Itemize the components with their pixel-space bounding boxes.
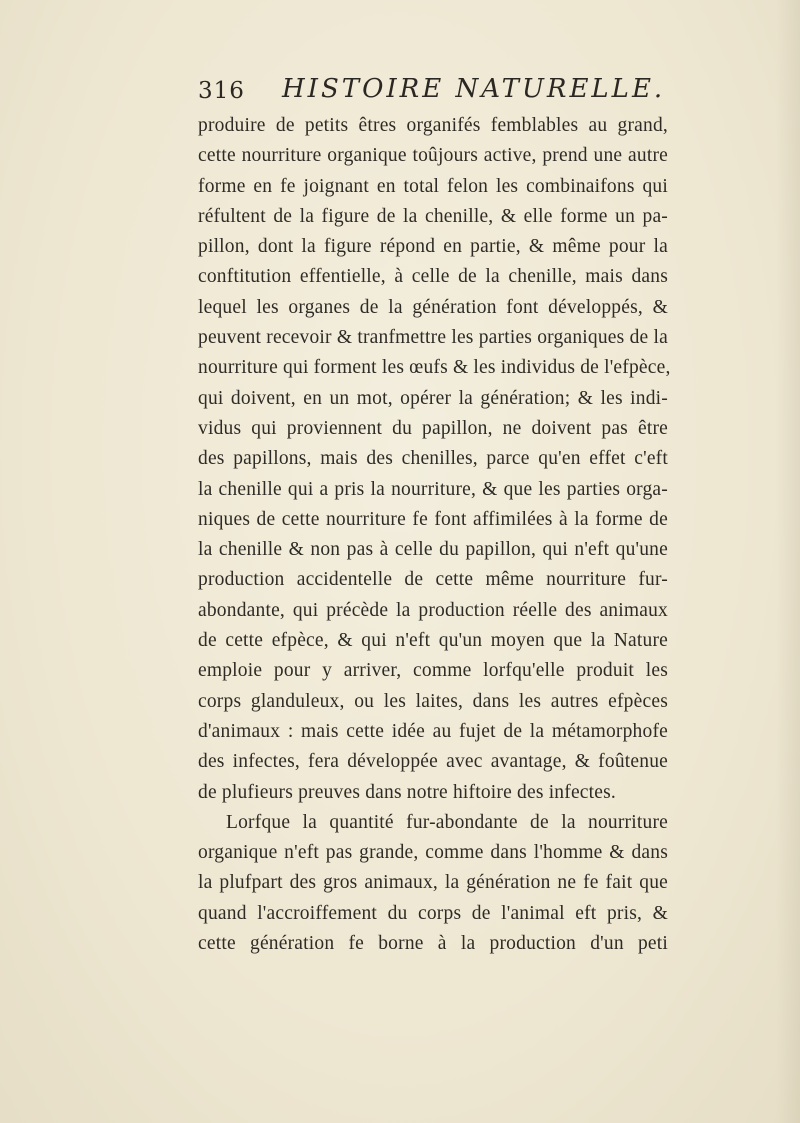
text-line: lequel les organes de la génération font développés, &: [198, 296, 668, 318]
text-line: des infectes, fera développée avec avantage, & foûtenue: [198, 751, 668, 773]
text-line: forme en fe joignant en total felon les combinaifons qui: [198, 175, 668, 197]
text-line: conftitution effentielle, à celle de la chenille, mais dans: [198, 266, 668, 288]
text-line: d'animaux : mais cette idée au fujet de la métamorphofe: [198, 720, 668, 742]
text-line: qui doivent, en un mot, opérer la génération; & les indi-: [198, 387, 668, 409]
text-line: des papillons, mais des chenilles, parce qu'en effet c'eft: [198, 448, 668, 470]
text-line: réfultent de la figure de la chenille, & elle forme un pa-: [198, 205, 668, 227]
text-line: peuvent recevoir & tranfmettre les parties organiques de la: [198, 327, 668, 349]
page-edge-shadow: [776, 0, 800, 1123]
text-line: de cette efpèce, & qui n'eft qu'un moyen que la Nature: [198, 630, 668, 652]
text-line: organique n'eft pas grande, comme dans l'homme & dans: [198, 842, 668, 864]
text-line: la plufpart des gros animaux, la génération ne fe fait que: [198, 872, 668, 894]
body-text: [198, 111, 671, 959]
text-line: cette nourriture organique toûjours active, prend une autre: [198, 145, 668, 167]
text-line: la chenille qui a pris la nourriture, & que les parties orga-: [198, 478, 668, 500]
text-line: cette génération fe borne à la production d'un peti: [198, 933, 668, 955]
text-line: niques de cette nourriture fe font affimilées à la forme de: [198, 508, 668, 530]
text-line: vidus qui proviennent du papillon, ne doivent pas être: [198, 417, 668, 439]
page-header: [198, 70, 666, 110]
page-number: 316: [198, 78, 245, 104]
text-line: pillon, dont la figure répond en partie, & même pour la: [198, 236, 668, 258]
text-line: emploie pour y arriver, comme lorfqu'elle produit les: [198, 660, 668, 682]
text-line: abondante, qui précède la production réelle des animaux: [198, 599, 668, 621]
text-line: nourriture qui forment les œufs & les individus de l'efpèce,: [198, 357, 671, 379]
text-line: de plufieurs preuves dans notre hiftoire des infectes.: [198, 781, 616, 803]
text-line: quand l'accroiffement du corps de l'animal eft pris, &: [198, 902, 668, 924]
text-line: la chenille & non pas à celle du papillon, qui n'eft qu'une: [198, 539, 668, 561]
text-line: produire de petits êtres organifés femblables au grand,: [198, 115, 668, 136]
text-line: Lorfque la quantité fur-abondante de la nourriture: [226, 811, 668, 833]
text-line: production accidentelle de cette même nourriture fur-: [198, 569, 668, 591]
running-title: HISTOIRE NATURELLE.: [282, 74, 666, 104]
text-line: corps glanduleux, ou les laites, dans les autres efpèces: [198, 690, 668, 712]
